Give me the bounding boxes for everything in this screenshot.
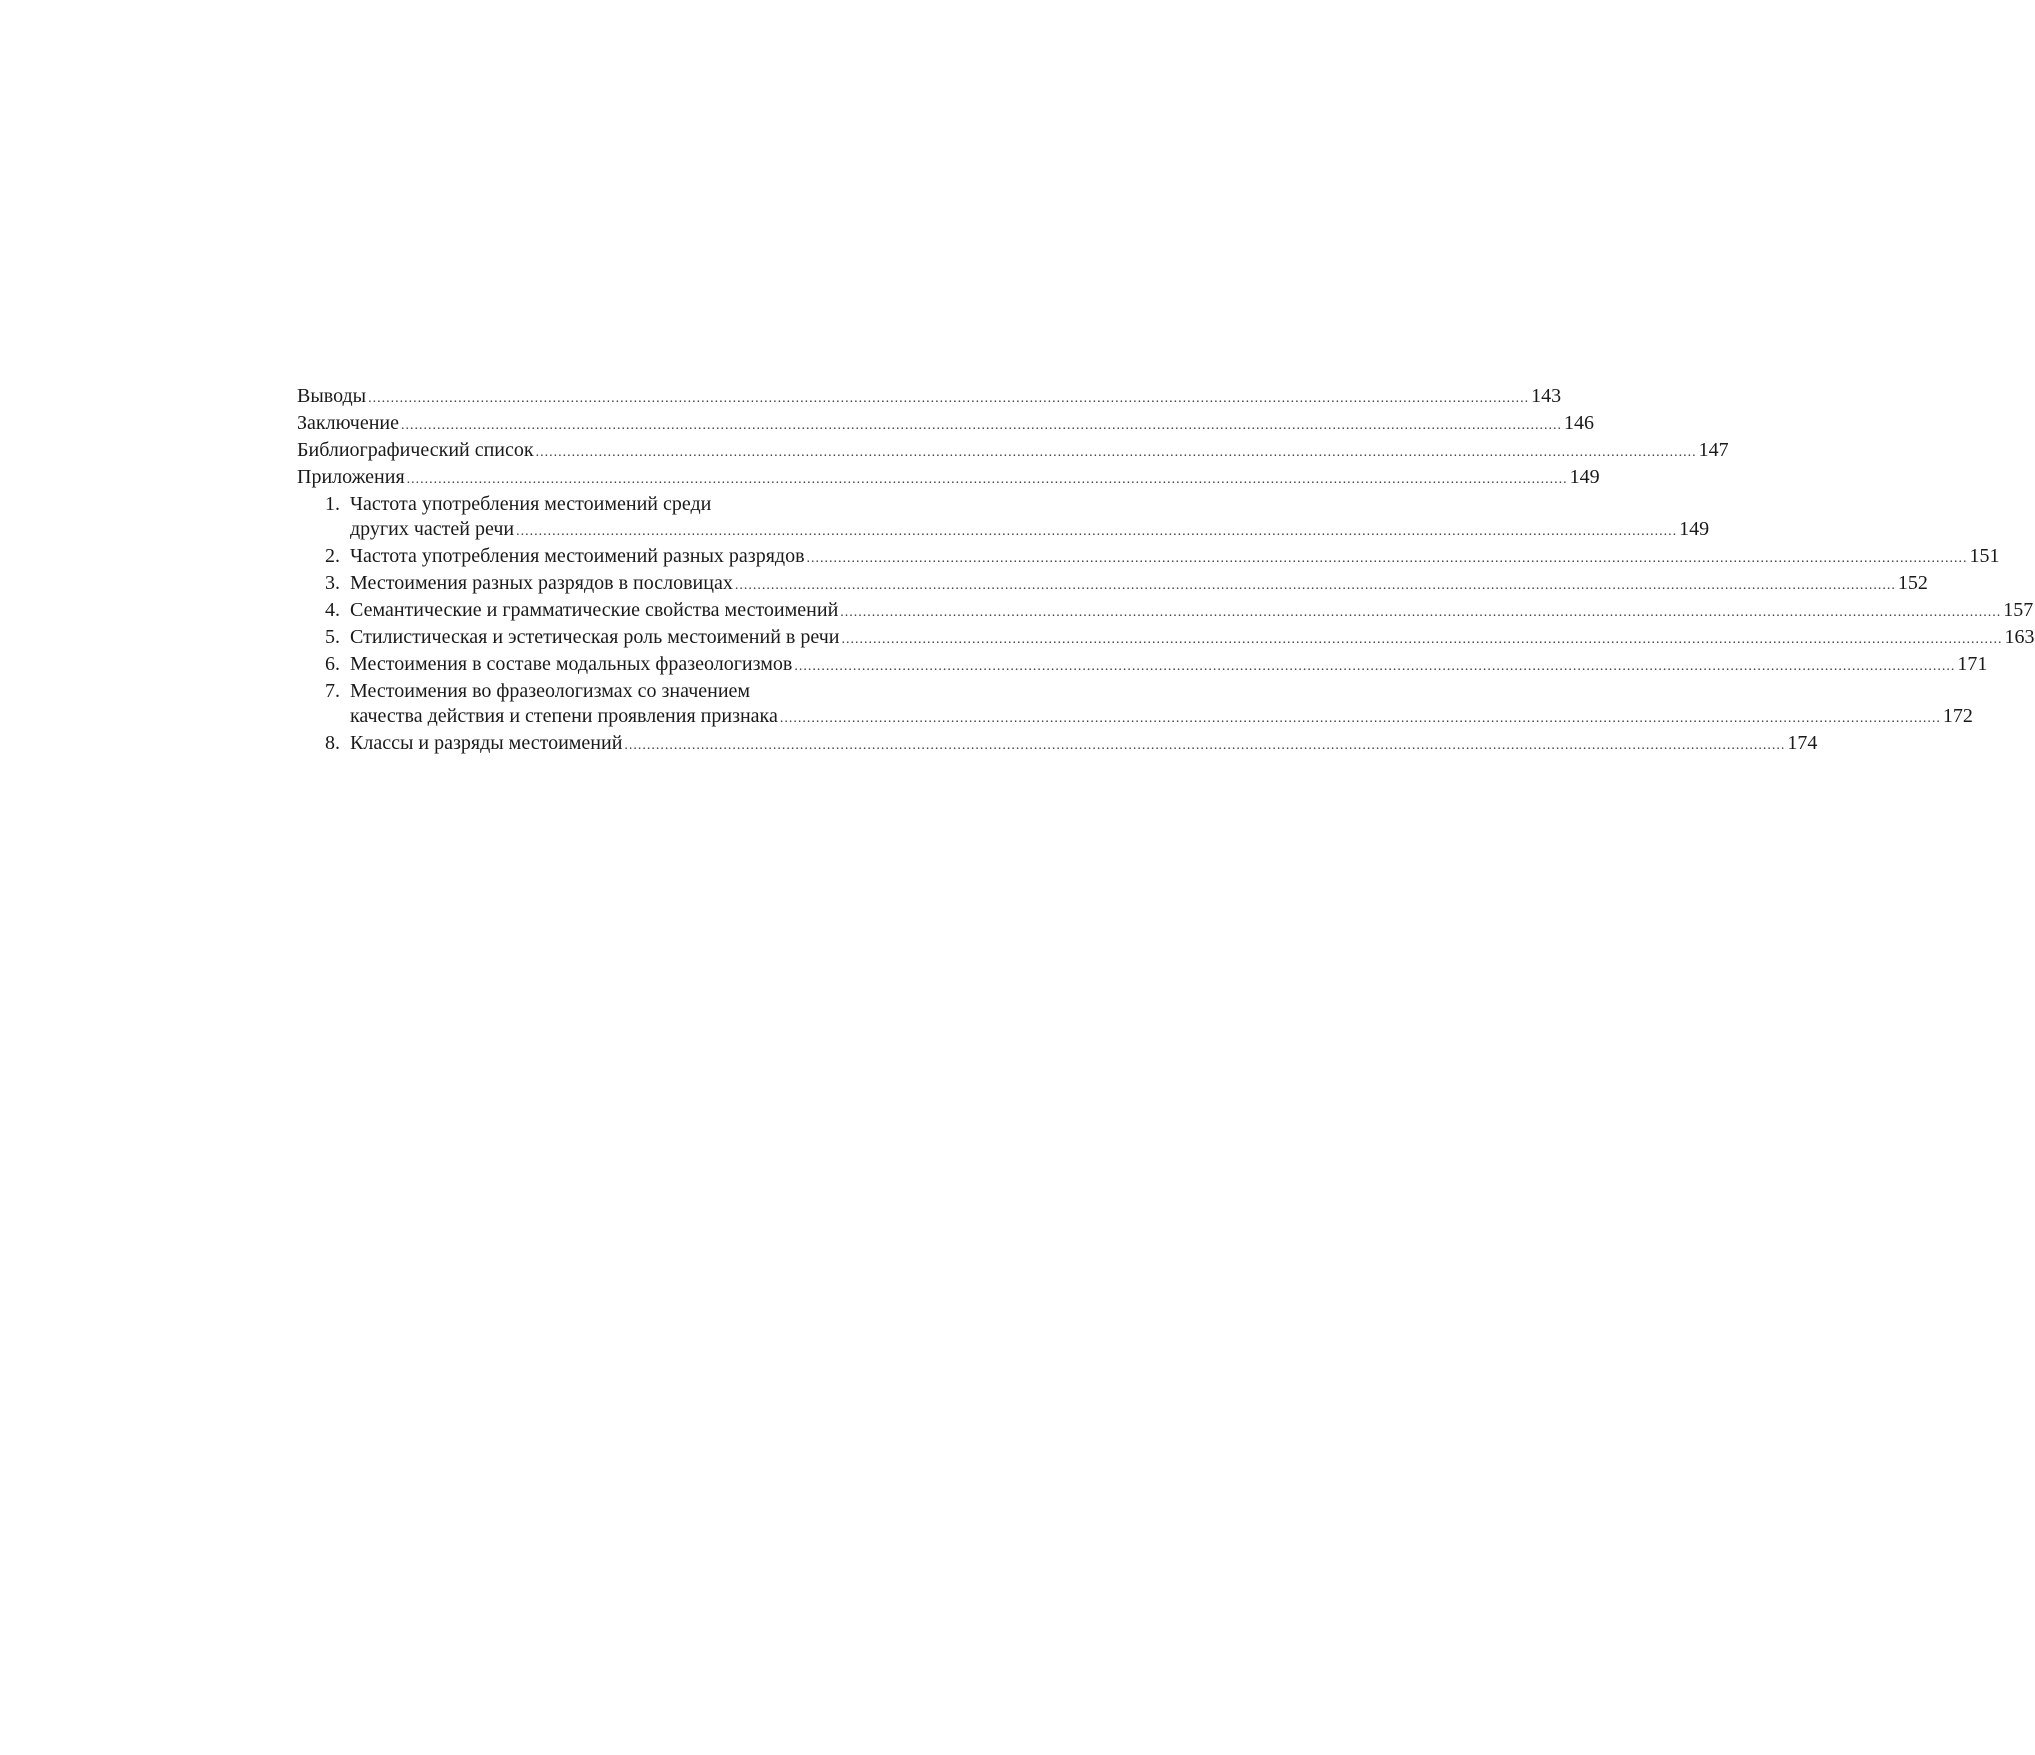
toc-entry-title: качества действия и степени проявления признака (350, 705, 778, 727)
toc-entry-bibliography[interactable] (297, 438, 1729, 465)
toc-entry-title: Заключение (297, 412, 399, 434)
appendix-number: 7. (325, 680, 340, 702)
toc-entry-appendices[interactable] (297, 465, 1600, 492)
leader-dots (807, 546, 1968, 571)
toc-page-number: 174 (1787, 732, 1818, 754)
appendix-number: 2. (325, 545, 340, 567)
toc-appendix-6[interactable] (297, 652, 1988, 679)
toc-page-number: 147 (1698, 439, 1729, 461)
toc-entry-title: Местоимения в составе модальных фразеологизмов (350, 653, 793, 675)
leader-dots (624, 733, 1785, 758)
toc-page-number: 172 (1942, 705, 1973, 727)
leader-dots (407, 467, 1568, 492)
toc-appendix-4[interactable] (297, 598, 2034, 625)
toc-page-number: 163 (2004, 626, 2035, 648)
toc-appendix-7[interactable] (297, 679, 1973, 731)
leader-dots (780, 706, 1941, 731)
toc-page-number: 143 (1531, 385, 1562, 407)
toc-appendix-2[interactable] (297, 544, 2000, 571)
toc-entry-title: Приложения (297, 466, 405, 488)
leader-dots (840, 600, 2001, 625)
leader-dots (536, 440, 1697, 465)
leader-dots (735, 573, 1896, 598)
toc-entry-conclusions[interactable] (297, 384, 1562, 411)
appendix-number: 3. (325, 572, 340, 594)
toc-entry-conclusion[interactable] (297, 411, 1594, 438)
toc-appendix-5[interactable] (297, 625, 2035, 652)
toc-page-number: 157 (2003, 599, 2034, 621)
toc-page-number: 146 (1564, 412, 1594, 434)
toc-entry-title: Библиографический список (297, 439, 534, 461)
leader-dots (794, 654, 1955, 679)
appendix-number: 4. (325, 599, 340, 621)
table-of-contents (297, 384, 2035, 758)
appendix-number: 5. (325, 626, 340, 648)
leader-dots (516, 519, 1677, 544)
toc-entry-title-line1: Местоимения во фразеологизмах со значением (350, 680, 751, 702)
toc-page-number: 152 (1897, 572, 1928, 594)
appendix-number: 1. (325, 493, 340, 515)
toc-entry-title: Семантические и грамматические свойства местоимений (350, 599, 839, 621)
toc-entry-title: Выводы (297, 385, 367, 407)
toc-entry-title-line1: Частота употребления местоимений среди (350, 493, 712, 515)
toc-entry-title: Классы и разряды местоимений (350, 732, 623, 754)
toc-entry-title: других частей речи (350, 518, 515, 540)
leader-dots (368, 386, 1529, 411)
toc-page-number: 151 (1969, 545, 2000, 567)
leader-dots (842, 627, 2003, 652)
toc-page-number: 149 (1679, 518, 1710, 540)
toc-entry-title: Местоимения разных разрядов в пословицах (350, 572, 733, 594)
toc-appendix-1[interactable] (297, 492, 1710, 544)
toc-page-number: 171 (1957, 653, 1988, 675)
toc-appendix-3[interactable] (297, 571, 1928, 598)
appendix-number: 6. (325, 653, 340, 675)
toc-appendix-8[interactable] (297, 731, 1818, 758)
appendix-number: 8. (325, 732, 340, 754)
toc-page-number: 149 (1569, 466, 1600, 488)
toc-entry-title: Стилистическая и эстетическая роль местоимений в речи (350, 626, 840, 648)
leader-dots (401, 413, 1562, 438)
toc-entry-title: Частота употребления местоимений разных разрядов (350, 545, 805, 567)
